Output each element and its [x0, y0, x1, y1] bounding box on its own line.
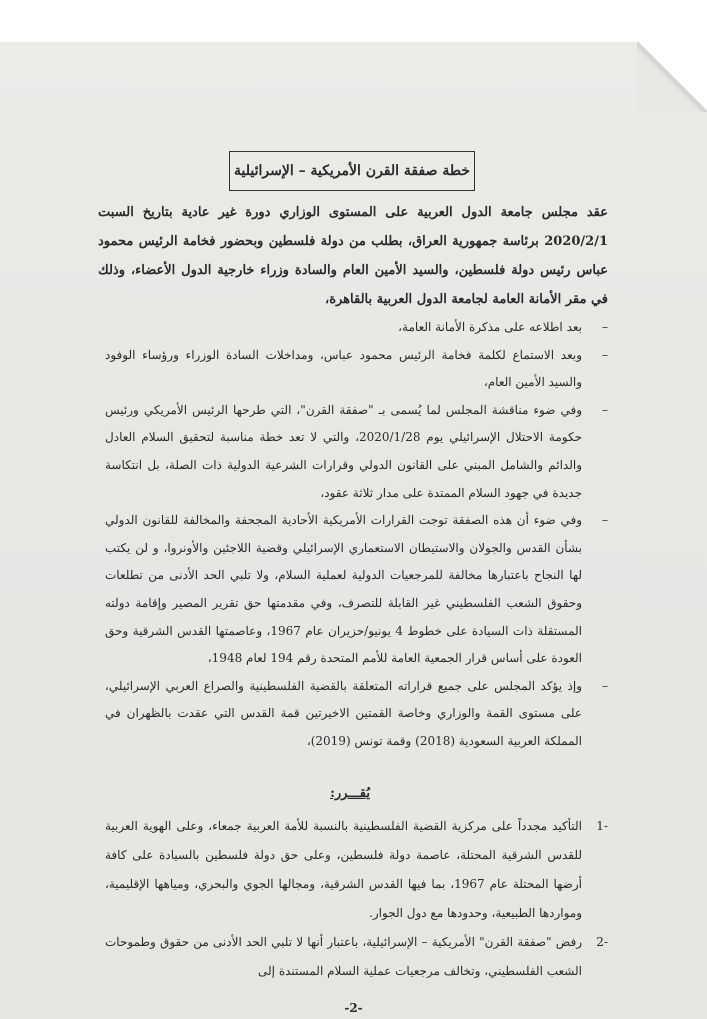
list-item-text: وفي ضوء أن هذه الصفقة توجت القرارات الأمريكية الأحادية المجحفة والمخالفة للقانون الدولي بشأن القدس والجولان والاستيطان الاستعماري الإسرائيلي وقضية اللاجئين والأونروا، و لن يكتب لها النجاح باعتبارها مخالفة للمرجعيات الدولية لعملية السلام، ولا تلبي الحد الأدنى من تطلعات وحقوق الشعب الفلسطيني غير القابلة للتصرف، وفي مقدمتها حق تقرير المصير وإقامة دولته المستقلة ذات السيادة على خطوط 4 يونيو/حزيران عام 1967، وعاصمتها القدس الشرقية وحق العودة على أساس قرار الجمعية العامة للأمم المتحدة رقم 194 لعام 1948، [105, 513, 583, 666]
decisions-list [105, 812, 608, 986]
decision-text: التأكيد مجدداً على مركزية القضية الفلسطينية بالنسبة للأمة العربية جمعاء، وعلى الهوية العربية للقدس الشرقية المحتلة، عاصمة دولة فلسطين، وعلى حق دولة فلسطين بالسيادة على كافة أرضها المحتلة عام 1967، بما فيها القدس الشرقية، ومجالها الجوي والبحري، ومياهها الإقليمية، ومواردها الطبيعية، وحدودها مع دول الجوار. [105, 819, 582, 920]
bullet-dash: – [602, 513, 608, 528]
bullet-dash: – [602, 402, 608, 417]
decides-heading: يُقـــرر: [330, 786, 370, 801]
decision-item [105, 812, 608, 928]
decision-number: -2 [596, 935, 608, 949]
list-item-text: بعد اطلاعه على مذكرة الأمانة العامة، [398, 320, 582, 334]
bullet-dash: – [602, 678, 608, 693]
list-item [105, 507, 608, 673]
decision-text: رفض "صفقة القرن" الأمريكية – الإسرائيلية، باعتبار أنها لا تلبي الحد الأدنى من حقوق وطموحات الشعب الفلسطيني، وتخالف مرجعيات عملية السلام المستندة إلى [105, 935, 582, 978]
list-item [105, 673, 608, 756]
list-item [105, 397, 608, 507]
intro-paragraph: عقد مجلس جامعة الدول العربية على المستوى الوزاري دورة غير عادية بتاريخ السبت 2020/2/1 برئاسة جمهورية العراق، بطلب من دولة فلسطين وبحضور فخامة الرئيس محمود عباس رئيس دولة فلسطين، والسيد الأمين العام والسادة وزراء خارجية الدول الأعضاء، وذلك في مقر الأمانة العامة لجامعة الدول العربية بالقاهرة، [98, 205, 608, 307]
list-item-text: وإذ يؤكد المجلس على جميع قراراته المتعلقة بالقضية الفلسطينية والصراع العربي الإسرائيلي، على مستوى القمة والوزاري وخاصة القمتين الاخيرتين قمة القدس التي عقدت بالظهران في المملكة العربية السعودية (2018) وقمة تونس (2019)، [105, 678, 582, 748]
decision-number: -1 [596, 819, 608, 833]
document-title: خطة صفقة القرن الأمريكية – الإسرائيلية [229, 151, 475, 191]
list-item [105, 342, 608, 397]
bullet-dash: – [602, 347, 608, 362]
list-item-text: وبعد الاستماع لكلمة فخامة الرئيس محمود عباس، ومداخلات السادة الوزراء ورؤساء الوفود والسيد الأمين العام، [105, 347, 582, 390]
decision-item [105, 928, 608, 986]
preamble-list [105, 314, 608, 756]
list-item [105, 314, 608, 342]
list-item-text: وفي ضوء مناقشة المجلس لما يُسمى بـ "صفقة القرن"، التي طرحها الرئيس الأمريكي ورئيس حكومة الاحتلال الإسرائيلي يوم 2020/1/28، والتي لا تعد خطة مناسبة لتحقيق السلام العادل والدائم والشامل المبني على القانون الدولي وقرارات الشرعية الدولية ذات الصلة، بل انتكاسة جديدة في جهود السلام الممتدة على مدار ثلاثة عقود، [105, 402, 582, 500]
bullet-dash: – [602, 320, 608, 334]
page-number: -2- [344, 1001, 363, 1015]
